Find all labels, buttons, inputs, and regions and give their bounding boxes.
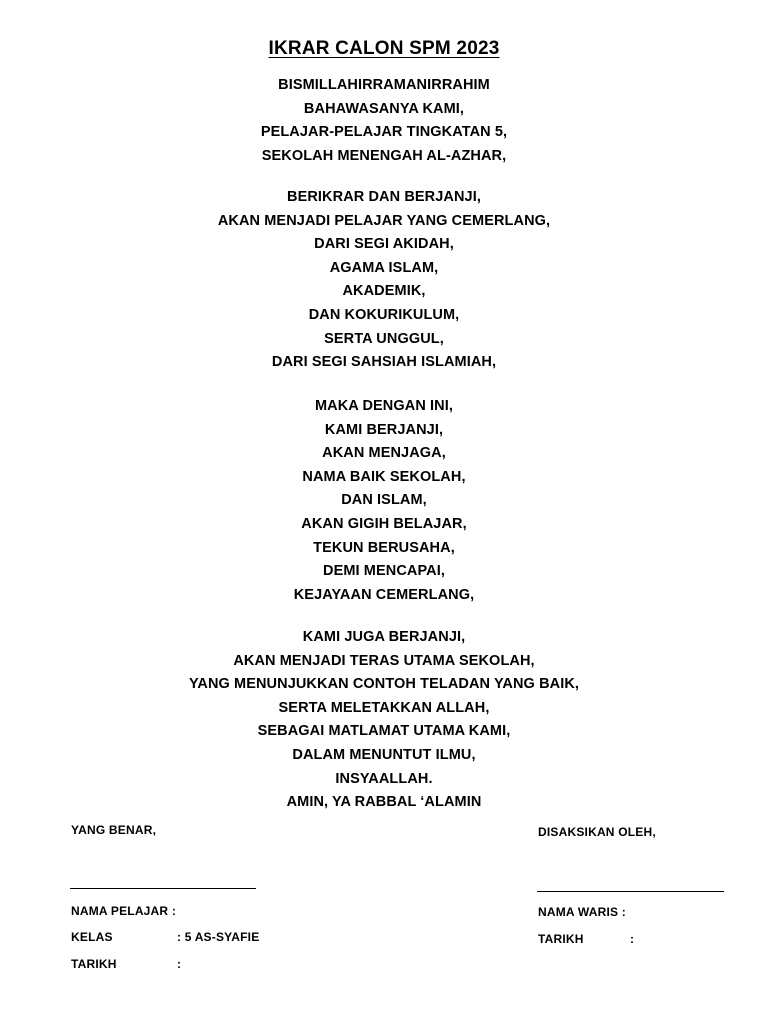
pledge-stanza-1	[0, 74, 768, 168]
student-name-label: NAMA PELAJAR :	[71, 904, 177, 918]
pledge-line: AKAN MENJADI PELAJAR YANG CEMERLANG,	[217, 212, 551, 229]
witness-signature-line[interactable]	[537, 891, 724, 892]
pledge-line: BISMILLAHIRRAMANIRRAHIM	[278, 77, 490, 93]
pledge-line: SERTA MELETAKKAN ALLAH,	[278, 699, 490, 716]
pledge-line: INSYAALLAH.	[335, 770, 433, 787]
student-class-value: : 5 AS-SYAFIE	[177, 930, 260, 944]
student-signature-line[interactable]	[70, 888, 256, 889]
student-signoff-heading: YANG BENAR,	[71, 823, 157, 837]
witness-date-value: :	[630, 932, 635, 946]
pledge-line: MAKA DENGAN INI,	[314, 398, 453, 414]
pledge-line: KAMI BERJANJI,	[324, 421, 444, 438]
pledge-line: KEJAYAAN CEMERLANG,	[293, 586, 475, 603]
pledge-line: DAN KOKURIKULUM,	[308, 306, 460, 323]
pledge-line: AKAN GIGIH BELAJAR,	[301, 515, 467, 532]
student-date-label: TARIKH	[71, 957, 117, 971]
pledge-line: BAHAWASANYA KAMI,	[303, 100, 465, 117]
witness-name-label: NAMA WARIS :	[538, 905, 626, 919]
pledge-line: NAMA BAIK SEKOLAH,	[302, 468, 466, 485]
witness-name-field	[538, 905, 626, 919]
pledge-line: SERTA UNGGUL,	[324, 330, 444, 347]
pledge-line: BERIKRAR DAN BERJANJI,	[287, 189, 481, 205]
student-name-field	[71, 904, 176, 918]
pledge-line: KAMI JUGA BERJANJI,	[302, 629, 466, 645]
witness-date-field	[538, 932, 738, 946]
student-class-field	[71, 930, 291, 944]
pledge-stanza-4	[0, 626, 768, 815]
pledge-line: PELAJAR-PELAJAR TINGKATAN 5,	[260, 124, 508, 141]
pledge-line: DARI SEGI AKIDAH,	[314, 236, 454, 253]
document-title: IKRAR CALON SPM 2023	[268, 38, 500, 59]
student-date-value: :	[177, 957, 182, 971]
pledge-line: AGAMA ISLAM,	[329, 259, 439, 276]
witness-signoff-heading: DISAKSIKAN OLEH,	[538, 825, 656, 839]
pledge-line: SEKOLAH MENENGAH AL-AZHAR,	[261, 147, 507, 164]
pledge-line: AKAN MENJADI TERAS UTAMA SEKOLAH,	[233, 652, 535, 669]
pledge-line: DEMI MENCAPAI,	[323, 563, 445, 580]
pledge-line: AMIN, YA RABBAL ‘ALAMIN	[286, 794, 482, 811]
pledge-line: YANG MENUNJUKKAN CONTOH TELADAN YANG BAIK,	[188, 676, 580, 693]
pledge-line: DALAM MENUNTUT ILMU,	[292, 746, 476, 763]
pledge-stanza-2	[0, 186, 768, 375]
student-class-label: KELAS	[71, 930, 113, 944]
pledge-line: AKADEMIK,	[342, 283, 426, 300]
pledge-line: DARI SEGI SAHSIAH ISLAMIAH,	[271, 354, 497, 371]
pledge-stanza-3	[0, 395, 768, 607]
witness-date-label: TARIKH	[538, 932, 584, 946]
pledge-line: SEBAGAI MATLAMAT UTAMA KAMI,	[257, 723, 511, 740]
pledge-line: AKAN MENJAGA,	[322, 445, 446, 462]
student-date-field	[71, 957, 291, 971]
pledge-line: DAN ISLAM,	[341, 492, 427, 509]
pledge-line: TEKUN BERUSAHA,	[313, 539, 455, 556]
